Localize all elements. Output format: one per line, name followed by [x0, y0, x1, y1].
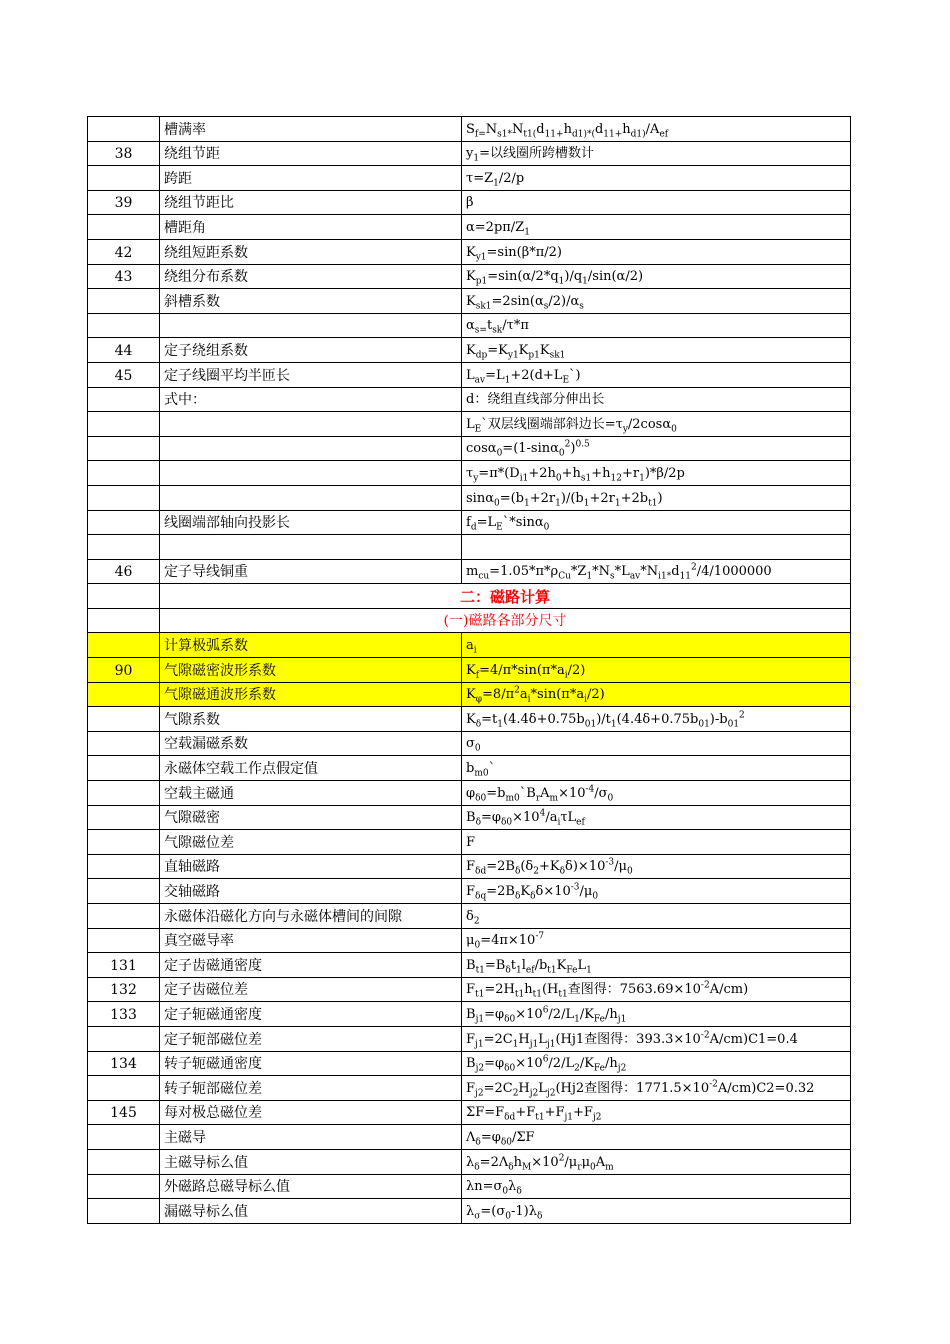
table-row [88, 977, 851, 1002]
row-number: 38 [88, 141, 160, 166]
parameter-name: 气隙磁位差 [160, 830, 462, 855]
table-row [88, 682, 851, 707]
row-number [88, 510, 160, 535]
table-row [88, 1199, 851, 1224]
row-number: 131 [88, 953, 160, 978]
parameter-formula: $\alpha_{s=}t_{sk}/\tau*\pi$ [462, 313, 851, 338]
parameter-formula: $\lambda_\delta=2\Lambda_\delta h_M\times 10^2/\mu_r\mu_0A_m$ [462, 1149, 851, 1174]
row-number: 39 [88, 190, 160, 215]
table-row [88, 928, 851, 953]
table-row [88, 1100, 851, 1125]
row-number [88, 830, 160, 855]
row-number [88, 781, 160, 806]
table-row [88, 584, 851, 609]
row-number [88, 1076, 160, 1101]
table-row [88, 215, 851, 240]
row-number [88, 805, 160, 830]
parameter-formula: $K_{sk1}=2\sin(\alpha_s/2)/\alpha_s$ [462, 289, 851, 314]
parameter-formula: $F_{j1}=2C_1H_{j1}L_{j1}(Hj1$查图得：$393.3\times 10^{-2}A/cm)C1=0.4$ [462, 1026, 851, 1051]
table-row [88, 904, 851, 929]
table-row [88, 117, 851, 142]
row-number [88, 608, 160, 633]
parameter-name: 定子轭磁通密度 [160, 1002, 462, 1027]
table-row [88, 313, 851, 338]
table-row [88, 190, 851, 215]
row-number [88, 1149, 160, 1174]
parameter-formula: $a_i$ [462, 633, 851, 658]
parameter-formula: $F_{\delta d}=2B_\delta(\delta_2+K_\delta\delta)\times 10^{-3}/\mu_0$ [462, 854, 851, 879]
table-row [88, 1002, 851, 1027]
parameter-formula: $b_{m0}`$ [462, 756, 851, 781]
parameter-formula: $F_{t1}=2H_{t1}h_{t1}(H_{t1}$查图得：$7563.69\times 10^{-2}A/cm$) [462, 977, 851, 1002]
table-body [88, 117, 851, 1224]
parameter-name: 绕组短距系数 [160, 239, 462, 264]
parameter-formula: $B_\delta=\varphi_{\delta 0}\times 10^4/a_i\tau L_{ef}$ [462, 805, 851, 830]
row-number [88, 485, 160, 510]
table-row [88, 338, 851, 363]
row-number [88, 215, 160, 240]
parameter-name: 每对极总磁位差 [160, 1100, 462, 1125]
table-row [88, 239, 851, 264]
parameter-name: 真空磁导率 [160, 928, 462, 953]
parameter-name: 气隙磁密 [160, 805, 462, 830]
parameter-formula: $F_{\delta q}=2B_\delta K_\delta\delta\times 10^{-3}/\mu_0$ [462, 879, 851, 904]
table-row [88, 264, 851, 289]
table-row [88, 633, 851, 658]
section-title: 二：磁路计算 [160, 584, 851, 609]
parameter-name [160, 461, 462, 486]
parameter-name: 斜槽系数 [160, 289, 462, 314]
table-row [88, 756, 851, 781]
parameter-formula: β [462, 190, 851, 215]
parameter-formula [462, 535, 851, 560]
parameter-formula: $\sigma_0$ [462, 731, 851, 756]
parameter-formula: $K_{dp}=K_{y1}K_{p1}K_{sk1}$ [462, 338, 851, 363]
row-number: 44 [88, 338, 160, 363]
parameter-formula: d：绕组直线部分伸出长 [462, 387, 851, 412]
table-row [88, 805, 851, 830]
parameter-name: 定子线圈平均半匝长 [160, 362, 462, 387]
table-row [88, 1076, 851, 1101]
parameter-name: 转子轭部磁位差 [160, 1076, 462, 1101]
row-number [88, 1125, 160, 1150]
table-row [88, 535, 851, 560]
parameter-formula: $L_{av}=L_1+2(d+L_E`)$ [462, 362, 851, 387]
parameter-name: 定子齿磁位差 [160, 977, 462, 1002]
row-number: 46 [88, 559, 160, 584]
row-number [88, 461, 160, 486]
row-number [88, 854, 160, 879]
parameter-formula: $\alpha=2p\pi/Z_1$ [462, 215, 851, 240]
row-number [88, 289, 160, 314]
row-number: 132 [88, 977, 160, 1002]
row-number [88, 633, 160, 658]
row-number: 133 [88, 1002, 160, 1027]
parameter-formula: $K_\varphi=8/\pi^2a_i*\sin(\pi*a_i/2)$ [462, 682, 851, 707]
parameter-formula: $f_d=L_E`*\sin\alpha_0$ [462, 510, 851, 535]
parameter-name [160, 485, 462, 510]
parameter-name: 交轴磁路 [160, 879, 462, 904]
parameter-formula: $m_{cu}=1.05*\pi*\rho_{Cu}*Z_1*N_s*L_{av}*N_{i1*}d_{11}^2/4/1000000$ [462, 559, 851, 584]
table-row [88, 461, 851, 486]
row-number [88, 707, 160, 732]
row-number [88, 117, 160, 142]
parameter-name: 外磁路总磁导标么值 [160, 1174, 462, 1199]
table-row [88, 289, 851, 314]
table-row [88, 658, 851, 683]
table-row [88, 387, 851, 412]
parameter-formula: $F_{j2}=2C_2H_{j2}L_{j2}(Hj2$查图得：$1771.5\times 10^{-2}A/cm)C2=0.32$ [462, 1076, 851, 1101]
row-number [88, 1174, 160, 1199]
parameter-name: 绕组分布系数 [160, 264, 462, 289]
table-row [88, 830, 851, 855]
row-number [88, 1026, 160, 1051]
parameter-formula: $\tau=Z_1/2/p$ [462, 166, 851, 191]
parameter-formula: $B_{t1}=B_\delta t_1l_{ef}/b_{t1}K_{Fe}L_1$ [462, 953, 851, 978]
parameter-formula: $\lambda n=\sigma_0\lambda_\delta$ [462, 1174, 851, 1199]
table-row [88, 412, 851, 437]
table-row [88, 1026, 851, 1051]
parameter-formula: $K_f=4/\pi*\sin(\pi*a_i/2)$ [462, 658, 851, 683]
parameter-formula: $L_E`$双层线圈端部斜边长$=\tau_y/2\cos\alpha_0$ [462, 412, 851, 437]
parameter-name: 定子导线铜重 [160, 559, 462, 584]
table-row [88, 1051, 851, 1076]
parameter-name: 空载主磁通 [160, 781, 462, 806]
parameter-formula: $S_{f=}N_{s1*}N_{t1(}d_{11+}h_{d1)*(}d_{11+}h_{d1)}/A_{ef}$ [462, 117, 851, 142]
parameter-name: 主磁导标么值 [160, 1149, 462, 1174]
table-row [88, 879, 851, 904]
table-row [88, 510, 851, 535]
parameter-name: 永磁体空载工作点假定值 [160, 756, 462, 781]
parameter-name: 槽距角 [160, 215, 462, 240]
row-number [88, 1199, 160, 1224]
row-number [88, 879, 160, 904]
parameter-formula: $\cos\alpha_0=(1-\sin\alpha_0^2)^{0.5}$ [462, 436, 851, 461]
parameter-formula: $\sin\alpha_0=(b_1+2r_1)/(b_1+2r_1+2b_{t1})$ [462, 485, 851, 510]
parameter-formula: $\Lambda_\delta=\varphi_{\delta 0}/\Sigma F$ [462, 1125, 851, 1150]
table-row [88, 608, 851, 633]
row-number [88, 436, 160, 461]
parameter-name: 定子齿磁通密度 [160, 953, 462, 978]
parameter-formula: $\delta_2$ [462, 904, 851, 929]
row-number: 134 [88, 1051, 160, 1076]
parameter-formula: $\lambda_\sigma=(\sigma_0-1)\lambda_\delta$ [462, 1199, 851, 1224]
row-number [88, 731, 160, 756]
table-row [88, 781, 851, 806]
parameter-formula: $\varphi_{\delta 0}=b_{m0}`B_rA_m\times 10^{-4}/\sigma_0$ [462, 781, 851, 806]
row-number [88, 904, 160, 929]
parameter-name [160, 412, 462, 437]
row-number [88, 584, 160, 609]
parameter-name: 直轴磁路 [160, 854, 462, 879]
row-number [88, 928, 160, 953]
parameter-formula: F [462, 830, 851, 855]
parameter-formula: $\tau_y=\pi*(D_{i1}+2h_0+h_{s1}+h_{12}+r_1)*\beta/2p$ [462, 461, 851, 486]
parameter-name: 式中： [160, 387, 462, 412]
parameter-name: 槽满率 [160, 117, 462, 142]
parameter-name: 永磁体沿磁化方向与永磁体槽间的间隙 [160, 904, 462, 929]
table-row [88, 559, 851, 584]
parameter-name: 气隙磁密波形系数 [160, 658, 462, 683]
table-row [88, 1125, 851, 1150]
row-number: 45 [88, 362, 160, 387]
parameter-formula: $K_\delta=t_1(4.4\delta+0.75b_{01})/t_1(4.4\delta+0.75b_{01})-b_{01}^2$ [462, 707, 851, 732]
table-row [88, 141, 851, 166]
row-number [88, 535, 160, 560]
parameter-name: 跨距 [160, 166, 462, 191]
parameter-name: 空载漏磁系数 [160, 731, 462, 756]
parameter-name: 线圈端部轴向投影长 [160, 510, 462, 535]
row-number: 145 [88, 1100, 160, 1125]
row-number [88, 682, 160, 707]
table-row [88, 1149, 851, 1174]
parameter-name [160, 313, 462, 338]
table-row [88, 707, 851, 732]
parameter-formula: $B_{j1}=\varphi_{\delta 0}\times 10^6/2/L_1/K_{Fe}/h_{j1}$ [462, 1002, 851, 1027]
subsection-title: (一)磁路各部分尺寸 [160, 608, 851, 633]
parameter-formula: $B_{j2}=\varphi_{\delta 0}\times 10^6/2/L_2/K_{Fe}/h_{j2}$ [462, 1051, 851, 1076]
table-row [88, 485, 851, 510]
row-number [88, 387, 160, 412]
parameter-formula: $y_1=$以线圈所跨槽数计 [462, 141, 851, 166]
parameter-name: 漏磁导标么值 [160, 1199, 462, 1224]
parameter-name: 绕组节距比 [160, 190, 462, 215]
table-row [88, 362, 851, 387]
parameter-name: 定子绕组系数 [160, 338, 462, 363]
table-row [88, 166, 851, 191]
parameter-table [87, 116, 851, 1224]
parameter-formula: $K_{p1}=\sin(\alpha/2*q_1)/q_1/\sin(\alpha/2)$ [462, 264, 851, 289]
row-number: 42 [88, 239, 160, 264]
row-number: 90 [88, 658, 160, 683]
row-number [88, 313, 160, 338]
parameter-formula: $\mu_0=4\pi\times 10^{-7}$ [462, 928, 851, 953]
parameter-name: 计算极弧系数 [160, 633, 462, 658]
table-row [88, 854, 851, 879]
parameter-name: 绕组节距 [160, 141, 462, 166]
parameter-name [160, 436, 462, 461]
parameter-formula: $\Sigma F=F_{\delta d}+F_{t1}+F_{j1}+F_{j2}$ [462, 1100, 851, 1125]
row-number [88, 166, 160, 191]
parameter-name: 气隙系数 [160, 707, 462, 732]
parameter-name: 主磁导 [160, 1125, 462, 1150]
parameter-formula: $K_{y1}=\sin(\beta*\pi/2)$ [462, 239, 851, 264]
parameter-name: 转子轭磁通密度 [160, 1051, 462, 1076]
parameter-name: 定子轭部磁位差 [160, 1026, 462, 1051]
row-number [88, 756, 160, 781]
row-number [88, 412, 160, 437]
table-row [88, 1174, 851, 1199]
parameter-name [160, 535, 462, 560]
table-row [88, 953, 851, 978]
table-row [88, 436, 851, 461]
table-row [88, 731, 851, 756]
row-number: 43 [88, 264, 160, 289]
parameter-name: 气隙磁通波形系数 [160, 682, 462, 707]
